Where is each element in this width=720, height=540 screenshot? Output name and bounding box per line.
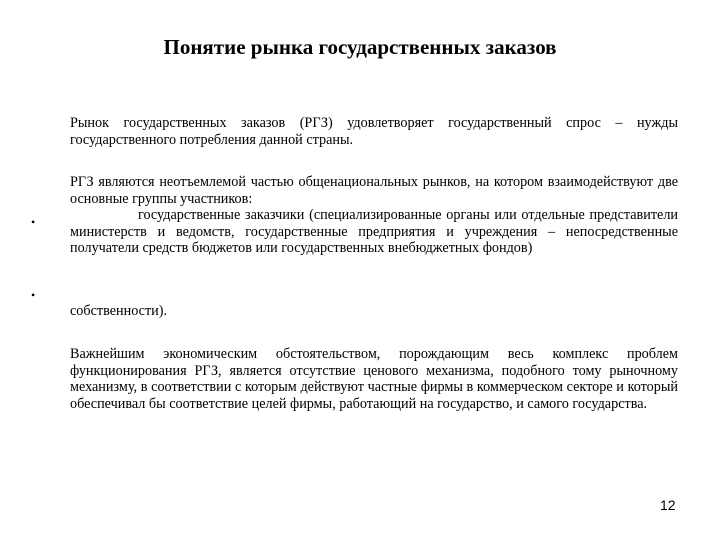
participants-intro: РГЗ являются неотъемлемой частью общенациональных рынков, на котором взаимодействуют две основные группы участников: (70, 174, 678, 207)
slide-title: Понятие рынка государственных заказов (163, 35, 557, 59)
paragraph-ownership-fragment: собственности). (70, 303, 168, 319)
state-customers-text: государственные заказчики (специализированные органы или отдельные представители министерств и ведомств, государственные предприятия и учреждения – непосредственные получатели средств бюджетов или государственных внебюджетных фондов) (70, 207, 678, 256)
bullet-marker: • (31, 288, 36, 302)
paragraph-key-circumstance: Важнейшим экономическим обстоятельством, порождающим весь комплекс проблем функционирования РГЗ, является отсутствие ценового механизма, подобного тому рыночному механизму, в соответствии с которым действуют частные фирмы в коммерческом секторе и который обеспечивал бы соответствие целей фирмы, работающий на государство, и самого государства. (70, 346, 678, 412)
paragraph-rgz-participants (70, 174, 678, 257)
bullet-marker: • (31, 215, 36, 229)
paragraph-rgz-definition: Рынок государственных заказов (РГЗ) удовлетворяет государственный спрос – нужды государственного потребления данной страны. (70, 115, 678, 148)
page-number: 12 (660, 497, 676, 513)
